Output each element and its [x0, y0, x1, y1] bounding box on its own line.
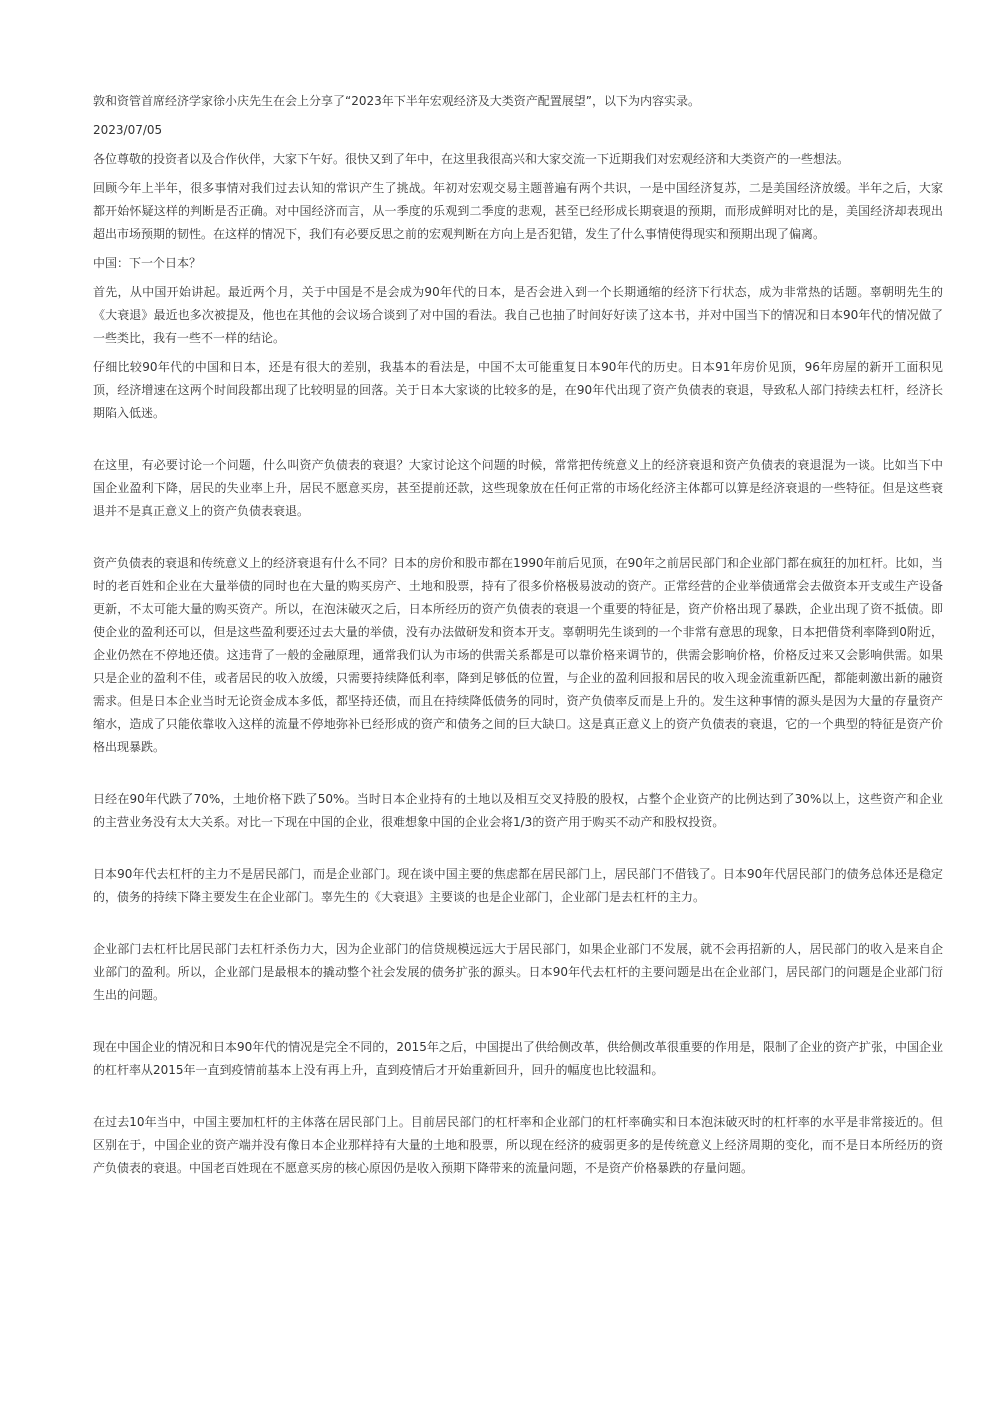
paragraph-nikkei: 日经在90年代跌了70%，土地价格下跌了50%。当时日本企业持有的土地以及相互交叉持股的股权，占整个企业资产的比例达到了30%以上，这些资产和企业的主营业务没有太大关系。对比一下现在中国的企业，很难想象中国的企业会将1/3的资产用于购买不动产和股权投资。: [93, 792, 943, 829]
section-heading: 中国：下一个日本？: [93, 256, 202, 270]
paragraph-balance-sheet-difference: 资产负债表的衰退和传统意义上的经济衰退有什么不同？日本的房价和股市都在1990年前后见顶，在90年之前居民部门和企业部门都在疯狂的加杠杆。比如，当时的老百姓和企业在大量举债的同时也在大量的购买房产、土地和股票，持有了很多价格极易波动的资产。正常经营的企业举债通常会去做资本开支或生产设备更新，不太可能大量的购买资产。所以，在泡沫破灭之后，日本所经历的资产负债表的衰退一个重要的特征是，资产价格出现了暴跌，企业出现了资不抵债。即使企业的盈利还可以，但是这些盈利要还过去大量的举债，没有办法做研发和资本开支。辜朝明先生谈到的一个非常有意思的现象，日本把借贷利率降到0附近，企业仍然在不停地还债。这违背了一般的金融原理，通常我们认为市场的供需关系都是可以靠价格来调节的，供需会影响价格，价格反过来又会影响供需。如果只是企业的盈利不佳，或者居民的收入放缓，只需要持续降低利率，降到足够低的位置，与企业的盈利回报和居民的收入现金流重新匹配，都能刺激出新的融资需求。但是日本企业当时无论资金成本多低，都坚持还债，而且在持续降低债务的同时，资产负债率反而是上升的。发生这种事情的源头是因为大量的存量资产缩水，造成了只能依靠收入这样的流量不停地弥补已经形成的资产和债务之间的巨大缺口。这是真正意义上的资产负债表的衰退，它的一个典型的特征是资产价格出现暴跌。: [93, 556, 943, 754]
intro-paragraph: 敦和资管首席经济学家徐小庆先生在会上分享了“2023年下半年宏观经济及大类资产配置展望”，以下为内容实录。: [93, 94, 700, 108]
paragraph-comparison: 仔细比较90年代的中国和日本，还是有很大的差别，我基本的看法是，中国不太可能重复日本90年代的历史。日本91年房价见顶，96年房屋的新开工面积见顶，经济增速在这两个时间段都出现了比较明显的回落。关于日本大家谈的比较多的是，在90年代出现了资产负债表的衰退，导致私人部门持续去杠杆，经济长期陷入低迷。: [93, 360, 943, 420]
paragraph-corporate-impact: 企业部门去杠杆比居民部门去杠杆杀伤力大，因为企业部门的信贷规模远远大于居民部门，如果企业部门不发展，就不会再招新的人，居民部门的收入是来自企业部门的盈利。所以，企业部门是最根本的撬动整个社会发展的债务扩张的源头。日本90年代去杠杆的主要问题是出在企业部门，居民部门的问题是企业部门衍生出的问题。: [93, 942, 943, 1002]
paragraph-greeting: 各位尊敬的投资者以及合作伙伴，大家下午好。很快又到了年中，在这里我很高兴和大家交流一下近期我们对宏观经济和大类资产的一些想法。: [93, 152, 850, 166]
article-date: 2023/07/05: [93, 123, 163, 137]
paragraph-deleveraging-corporate: 日本90年代去杠杆的主力不是居民部门，而是企业部门。现在谈中国主要的焦虑都在居民部门上，居民部门不借钱了。日本90年代居民部门的债务总体还是稳定的，债务的持续下降主要发生在企业部门。辜先生的《大衰退》主要谈的也是企业部门，企业部门是去杠杆的主力。: [93, 867, 943, 904]
paragraph-supply-side-reform: 现在中国企业的情况和日本90年代的情况是完全不同的，2015年之后，中国提出了供给侧改革，供给侧改革很重要的作用是，限制了企业的资产扩张，中国企业的杠杆率从2015年一直到疫情前基本上没有再上升，直到疫情后才开始重新回升，回升的幅度也比较温和。: [93, 1040, 943, 1077]
paragraph-balance-sheet-definition: 在这里，有必要讨论一个问题，什么叫资产负债表的衰退？大家讨论这个问题的时候，常常把传统意义上的经济衰退和资产负债表的衰退混为一谈。比如当下中国企业盈利下降，居民的失业率上升，居民不愿意买房，甚至提前还款，这些现象放在任何正常的市场化经济主体都可以算是经济衰退的一些特征。但是这些衰退并不是真正意义上的资产负债表衰退。: [93, 458, 943, 518]
paragraph-japan-question: 首先，从中国开始讲起。最近两个月，关于中国是不是会成为90年代的日本，是否会进入到一个长期通缩的经济下行状态，成为非常热的话题。辜朝明先生的《大衰退》最近也多次被提及，他也在其他的会议场合谈到了对中国的看法。我自己也抽了时间好好读了这本书，并对中国当下的情况和日本90年代的情况做了一些类比，我有一些不一样的结论。: [93, 285, 943, 345]
article-body: [93, 90, 943, 1180]
paragraph-household-leverage: 在过去10年当中，中国主要加杠杆的主体落在居民部门上。目前居民部门的杠杆率和企业部门的杠杆率确实和日本泡沫破灭时的杠杆率的水平是非常接近的。但区别在于，中国企业的资产端并没有像日本企业那样持有大量的土地和股票，所以现在经济的疲弱更多的是传统意义上经济周期的变化，而不是日本所经历的资产负债表的衰退。中国老百姓现在不愿意买房的核心原因仍是收入预期下降带来的流量问题，不是资产价格暴跌的存量问题。: [93, 1115, 943, 1175]
paragraph-review: 回顾今年上半年，很多事情对我们过去认知的常识产生了挑战。年初对宏观交易主题普遍有两个共识，一是中国经济复苏，二是美国经济放缓。半年之后，大家都开始怀疑这样的判断是否正确。对中国经济而言，从一季度的乐观到二季度的悲观，甚至已经形成长期衰退的预期，而形成鲜明对比的是，美国经济却表现出超出市场预期的韧性。在这样的情况下，我们有必要反思之前的宏观判断在方向上是否犯错，发生了什么事情使得现实和预期出现了偏离。: [93, 181, 943, 241]
